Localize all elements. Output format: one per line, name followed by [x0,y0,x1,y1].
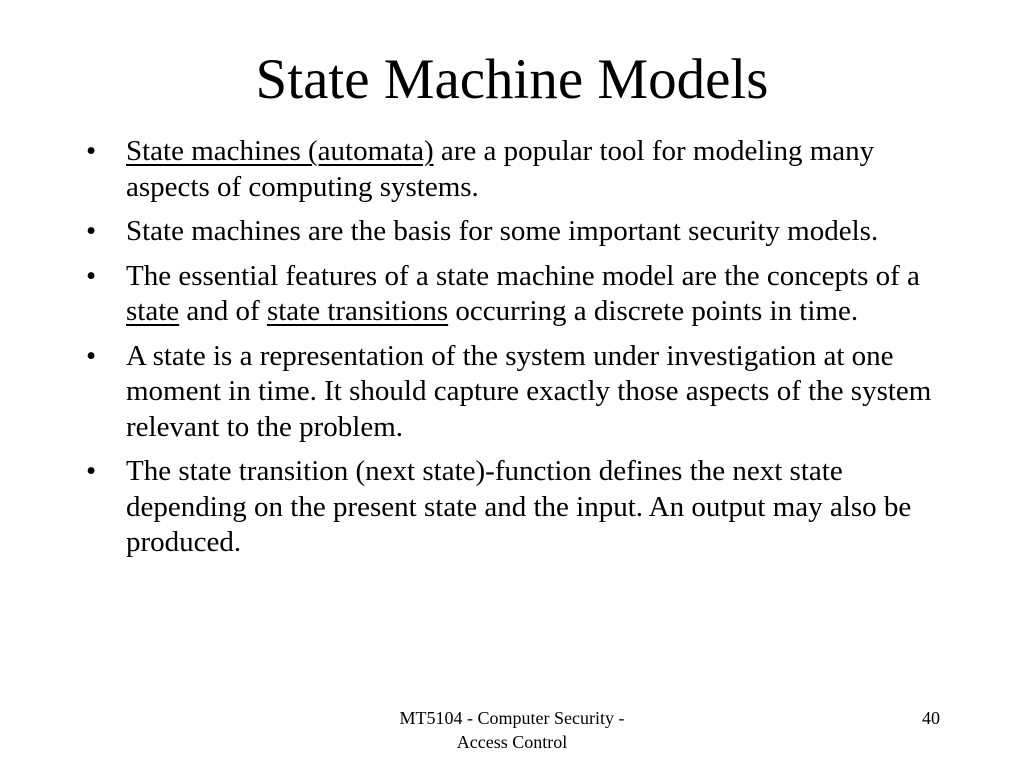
bullet-item [84,339,954,446]
underlined-term: state transitions [266,295,449,327]
bullet-text: occurring a discrete points in time. [448,295,859,327]
bullet-item [84,259,954,330]
underlined-term: state [126,295,180,327]
bullet-icon: • [86,259,97,292]
bullet-icon: • [86,135,97,167]
footer-course-line1: MT5104 - Computer Security - [399,708,625,728]
bullet-icon: • [86,339,97,372]
bullet-icon: • [86,215,97,247]
bullet-item [84,214,954,250]
bullet-list [84,134,954,570]
bullet-text: are a popular tool for modeling many aspects of computing systems. [126,135,875,203]
bullet-text: The state transition (next state)-function defines the next state depending on the present state and the input. An output may also be produced. [126,455,912,558]
page-number: 40 [922,708,940,728]
bullet-text: A state is a representation of the system under investigation at one moment in time. It should capture exactly those aspects of the system relevant to the problem. [126,339,932,443]
bullet-text: The essential features of a state machine model are the concepts of a [126,259,920,292]
slide-title: State Machine Models [255,48,769,111]
bullet-icon: • [86,455,97,487]
bullet-item [84,134,954,205]
bullet-item [84,454,954,561]
footer-course-line2: Access Control [456,732,568,752]
underlined-term: State machines (automata) [126,135,434,167]
bullet-text: and of [179,295,267,327]
footer-course [362,706,662,754]
bullet-text: State machines are the basis for some important security models. [126,215,879,247]
